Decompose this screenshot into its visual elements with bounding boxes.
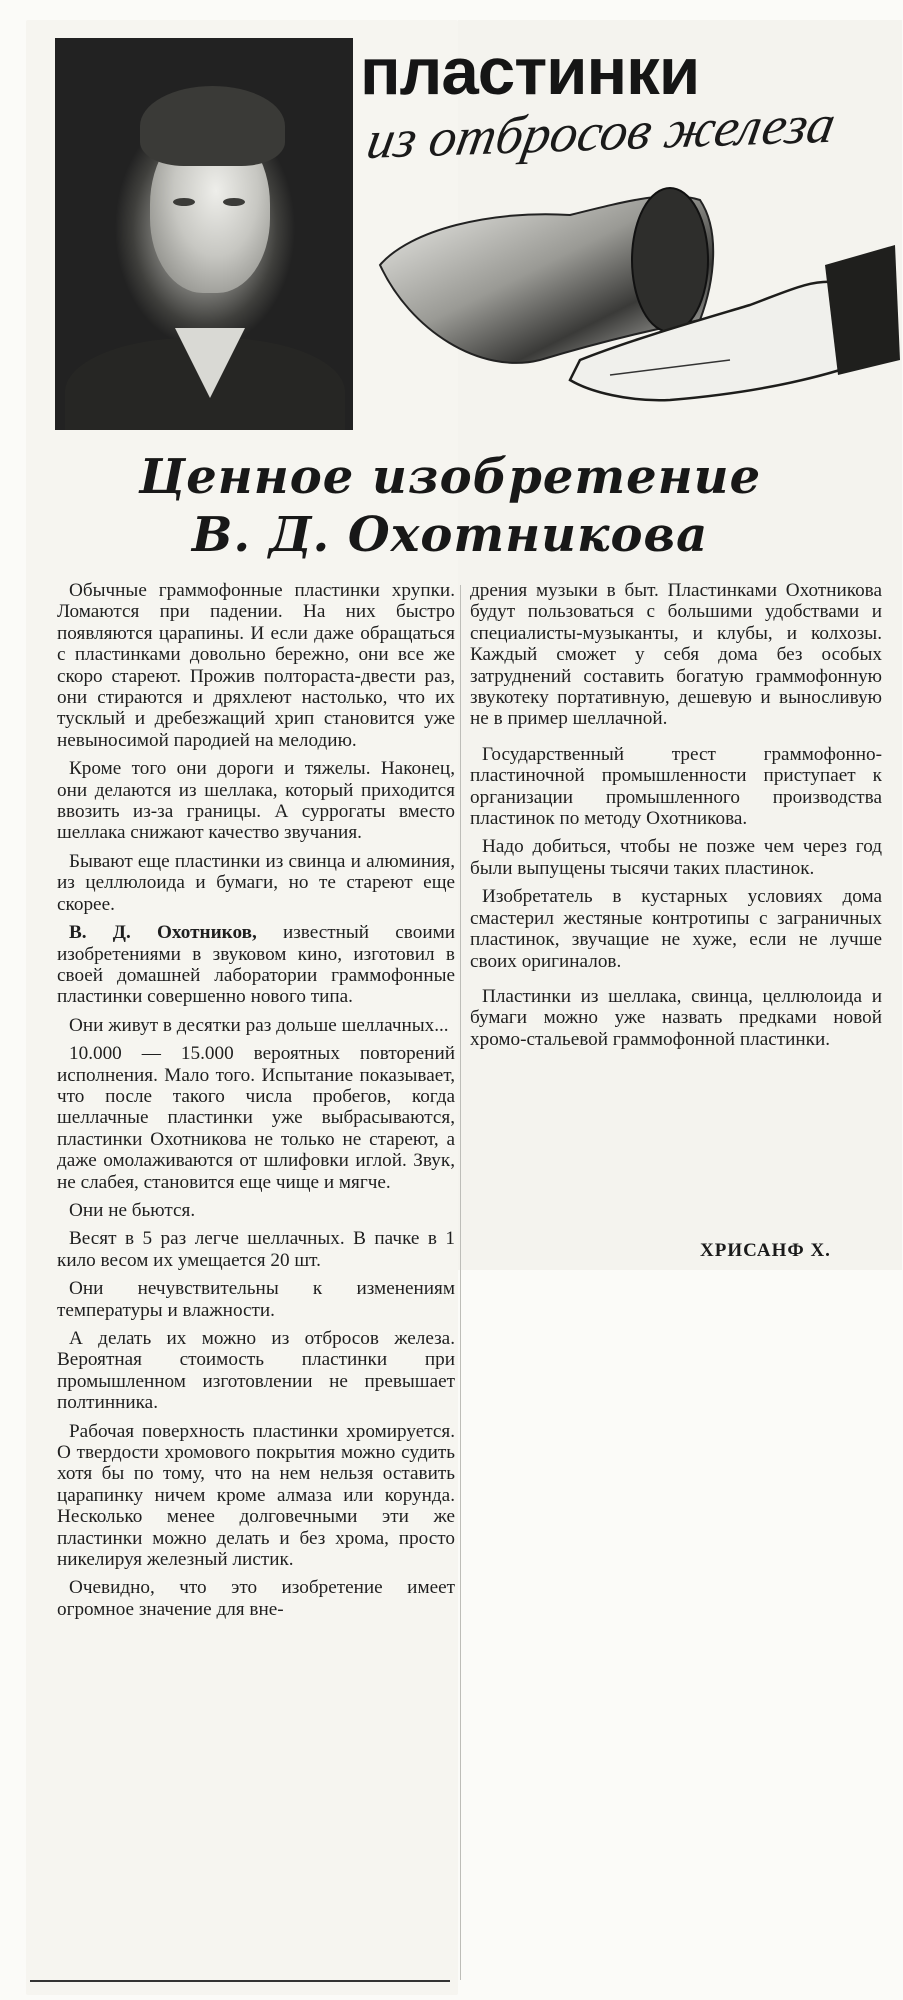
- record-edge: [632, 188, 708, 332]
- paragraph: Пластинки из шеллака, свинца, целлюлоида и бумаги можно уже назвать предками новой хромо-стальевой граммофонной пластинки.: [470, 985, 882, 1050]
- paragraph: Они нечувствительны к изменениям температуры и влажности.: [57, 1278, 455, 1321]
- headline: пластинки: [360, 34, 700, 108]
- portrait-photo: [55, 38, 353, 430]
- paragraph: Бывают еще пластинки из свинца и алюминия, из целлюлоида и бумаги, но те стареют еще скорее.: [57, 850, 455, 915]
- paragraph: Кроме того они дороги и тяжелы. Наконец, они делаются из шеллака, который приходится ввозить из-за границы. А суррогаты вместо шеллака снижают качество звучания.: [57, 758, 455, 844]
- paragraph: Государственный трест граммофонно-пластиночной промышленности приступает к организации промышленного производства пластинок по методу Охотникова.: [470, 743, 882, 830]
- title-line-1: Ценное изобретение: [138, 449, 762, 505]
- left-column: [57, 580, 455, 1627]
- inventor-name: В. Д. Охотников,: [69, 922, 257, 944]
- column-divider: [460, 585, 461, 1980]
- paragraph: Надо добиться, чтобы не позже чем через год были выпущены тысячи таких пластинок.: [470, 836, 882, 879]
- paragraph: дрения музыки в быт. Пластинками Охотникова будут пользоваться с большими удобствами и специалисты-музыканты, и клубы, и колхозы. Каждый сможет у себя дома без особых затруднений составить богатую граммофонную звукотеку портативную, дешевую и выносливую не в пример шеллачной.: [470, 580, 882, 730]
- article-title: [40, 448, 860, 564]
- portrait-hair: [140, 86, 285, 166]
- paragraph: 10.000 — 15.000 вероятных повторений исполнения. Мало того. Испытание показывает, что после такого числа пробегов, когда шеллачные пластинки уже выбрасываются, пластинки Охотникова не только не стареют, а даже омолаживаются от шлифовки иглой. Звук, не слабея, становится еще чище и мягче.: [57, 1043, 455, 1193]
- paragraph: Изобретатель в кустарных условиях дома смастерил жестяные контротипы с заграничных пластинок, звучащие не хуже, если не лучше своих оригиналов.: [470, 886, 882, 972]
- portrait-eye-right: [223, 198, 245, 206]
- paragraph: Они не бьются.: [69, 1199, 196, 1221]
- byline: ХРИСАНФ Х.: [700, 1240, 831, 1261]
- sleeve: [825, 245, 900, 375]
- bottom-rule: [30, 1980, 450, 1982]
- record-in-hand-illustration: [370, 170, 900, 430]
- paragraph: А делать их можно из отбросов железа. Вероятная стоимость пластинки при промышленном изготовлении не превышает полтинника.: [57, 1328, 455, 1414]
- paragraph: [57, 922, 455, 1008]
- paragraph: Очевидно, что это изобретение имеет огромное значение для вне-: [57, 1577, 455, 1620]
- paragraph: Они живут в десятки раз дольше шеллачных...: [69, 1014, 449, 1036]
- paragraph: Рабочая поверхность пластинки хромируется. О твердости хромового покрытия можно судить хотя бы по тому, что на нем нельзя оставить царапинку ничем кроме алмаза или корунда. Несколько менее долговечными эти же пластинки можно делать и без хрома, просто никелируя железный листик.: [57, 1420, 455, 1571]
- paragraph: Весят в 5 раз легче шеллачных. В пачке в 1 кило весом их умещается 20 шт.: [57, 1228, 455, 1271]
- subhead-script: из отбросов железа: [362, 93, 841, 170]
- right-column: [470, 580, 882, 1057]
- paragraph: Обычные граммофонные пластинки хрупки. Ломаются при падении. На них быстро появляются царапины. И если даже обращаться с пластинками довольно бережно, они все же скоро стареют. Прожив полтораста-двести раз, они стираются и дряхлеют настолько, что их тусклый и дребезжащий хрип становится уже невыносимой пародией на мелодию.: [57, 580, 455, 751]
- portrait-eye-left: [173, 198, 195, 206]
- paragraph-text: известный своими изобретениями в звуковом кино, изготовил в своей домашней лаборатории граммофонные пластинки совершенно нового типа.: [57, 922, 455, 1008]
- title-line-2: В. Д. Охотникова: [191, 507, 709, 563]
